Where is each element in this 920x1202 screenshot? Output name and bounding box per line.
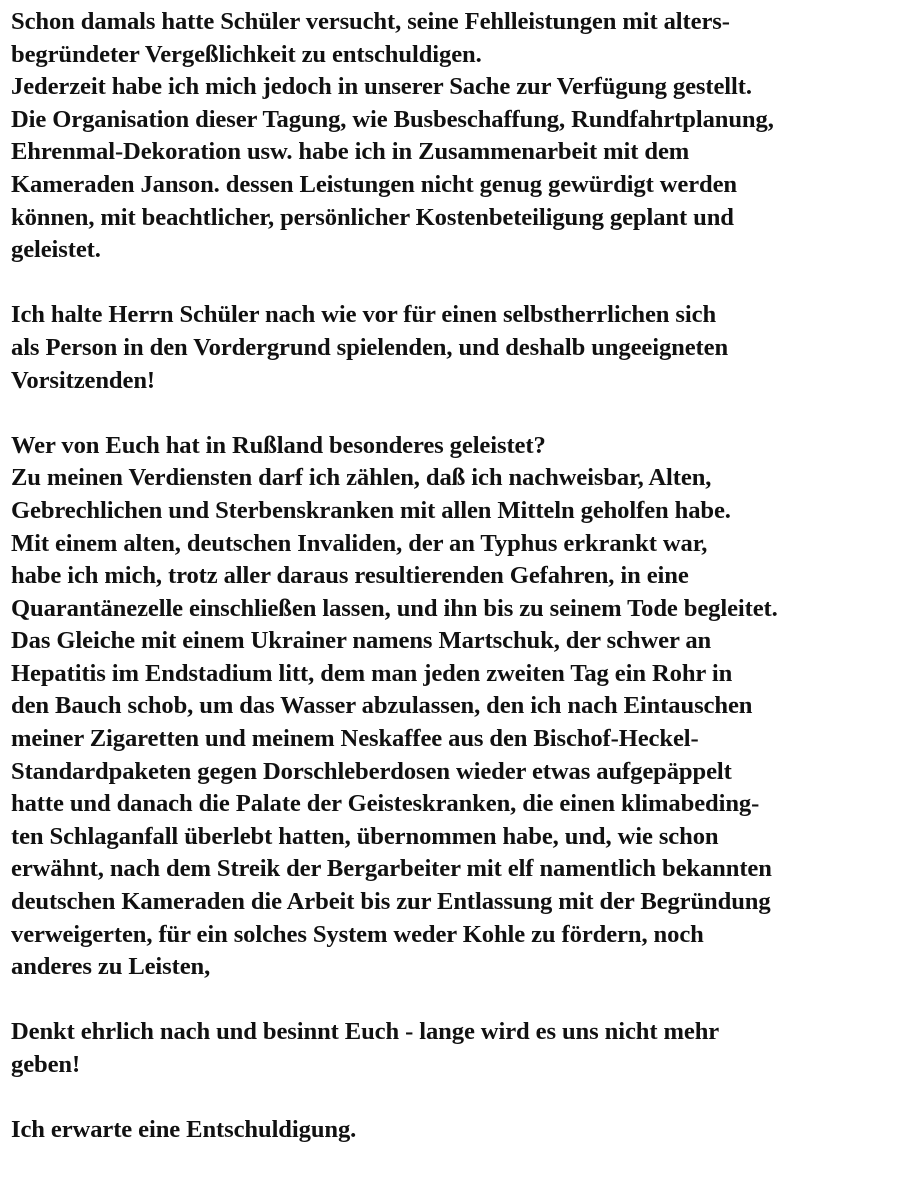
text-line: deutschen Kameraden die Arbeit bis zur Entlassung mit der Begründung [11, 888, 771, 916]
text-line: Die Organisation dieser Tagung, wie Busbeschaffung, Rundfahrtplanung, [11, 105, 774, 133]
text-line: Vorsitzenden! [11, 366, 155, 394]
text-line: Kameraden Janson. dessen Leistungen nicht genug gewürdigt werden [11, 170, 737, 198]
text-line: geben! [11, 1051, 81, 1078]
paragraph-spacer [11, 1082, 916, 1115]
text-line: geleistet. [11, 236, 101, 264]
paragraph-spacer [11, 397, 916, 430]
paragraph-organisation [11, 6, 916, 267]
text-line: Das Gleiche mit einem Ukrainer namens Martschuk, der schwer an [11, 627, 712, 655]
text-line: können, mit beachtlicher, persönlicher Kostenbeteiligung geplant und [11, 203, 734, 231]
paragraph-spacer [11, 984, 916, 1017]
text-line: habe ich mich, trotz aller daraus resultierenden Gefahren, in eine [11, 562, 689, 590]
text-line: Zu meinen Verdiensten darf ich zählen, daß ich nachweisbar, Alten, [11, 464, 712, 492]
paragraph-appeal [11, 1016, 916, 1081]
text-line: Schon damals hatte Schüler versucht, seine Fehlleistungen mit alters- [11, 8, 730, 35]
text-line: Gebrechlichen und Sterbenskranken mit allen Mitteln geholfen habe. [11, 496, 731, 524]
text-line: hatte und danach die Palate der Geisteskranken, die einen klimabeding- [11, 790, 760, 818]
paragraph-closing [11, 1114, 916, 1147]
text-line: Ich erwarte eine Entschuldigung. [11, 1116, 357, 1144]
paragraph-spacer [11, 267, 916, 300]
text-line: Ehrenmal-Dekoration usw. habe ich in Zusammenarbeit mit dem [11, 138, 690, 166]
text-line: ten Schlaganfall überlebt hatten, übernommen habe, und, wie schon [11, 822, 719, 850]
paragraph-vorsitzender [11, 299, 916, 397]
document-page [11, 6, 916, 1147]
text-line: Standardpaketen gegen Dorschleberdosen wieder etwas aufgepäppelt [11, 757, 732, 785]
text-line: Wer von Euch hat in Rußland besonderes geleistet? [11, 431, 546, 459]
text-line: begründeter Vergeßlichkeit zu entschuldigen. [11, 40, 482, 68]
text-line: Quarantänezelle einschließen lassen, und ihn bis zu seinem Tode begleitet. [11, 594, 778, 622]
text-line: erwähnt, nach dem Streik der Bergarbeiter mit elf namentlich bekannten [11, 855, 772, 883]
text-line: Denkt ehrlich nach und besinnt Euch - lange wird es uns nicht mehr [11, 1018, 720, 1046]
text-line: Mit einem alten, deutschen Invaliden, der an Typhus erkrankt war, [11, 529, 708, 557]
text-line: als Person in den Vordergrund spielenden, und deshalb ungeeigneten [11, 333, 729, 361]
text-line: den Bauch schob, um das Wasser abzulassen, den ich nach Eintauschen [11, 692, 753, 720]
text-line: Jederzeit habe ich mich jedoch in unserer Sache zur Verfügung gestellt. [11, 73, 752, 101]
text-line: Hepatitis im Endstadium litt, dem man jeden zweiten Tag ein Rohr in [11, 659, 733, 687]
text-line: anderes zu Leisten, [11, 953, 211, 981]
paragraph-russland [11, 430, 916, 984]
text-line: verweigerten, für ein solches System weder Kohle zu fördern, noch [11, 920, 704, 948]
text-line: meiner Zigaretten und meinem Neskaffee aus den Bischof-Heckel- [11, 725, 699, 753]
text-line: Ich halte Herrn Schüler nach wie vor für einen selbstherrlichen sich [11, 301, 717, 329]
